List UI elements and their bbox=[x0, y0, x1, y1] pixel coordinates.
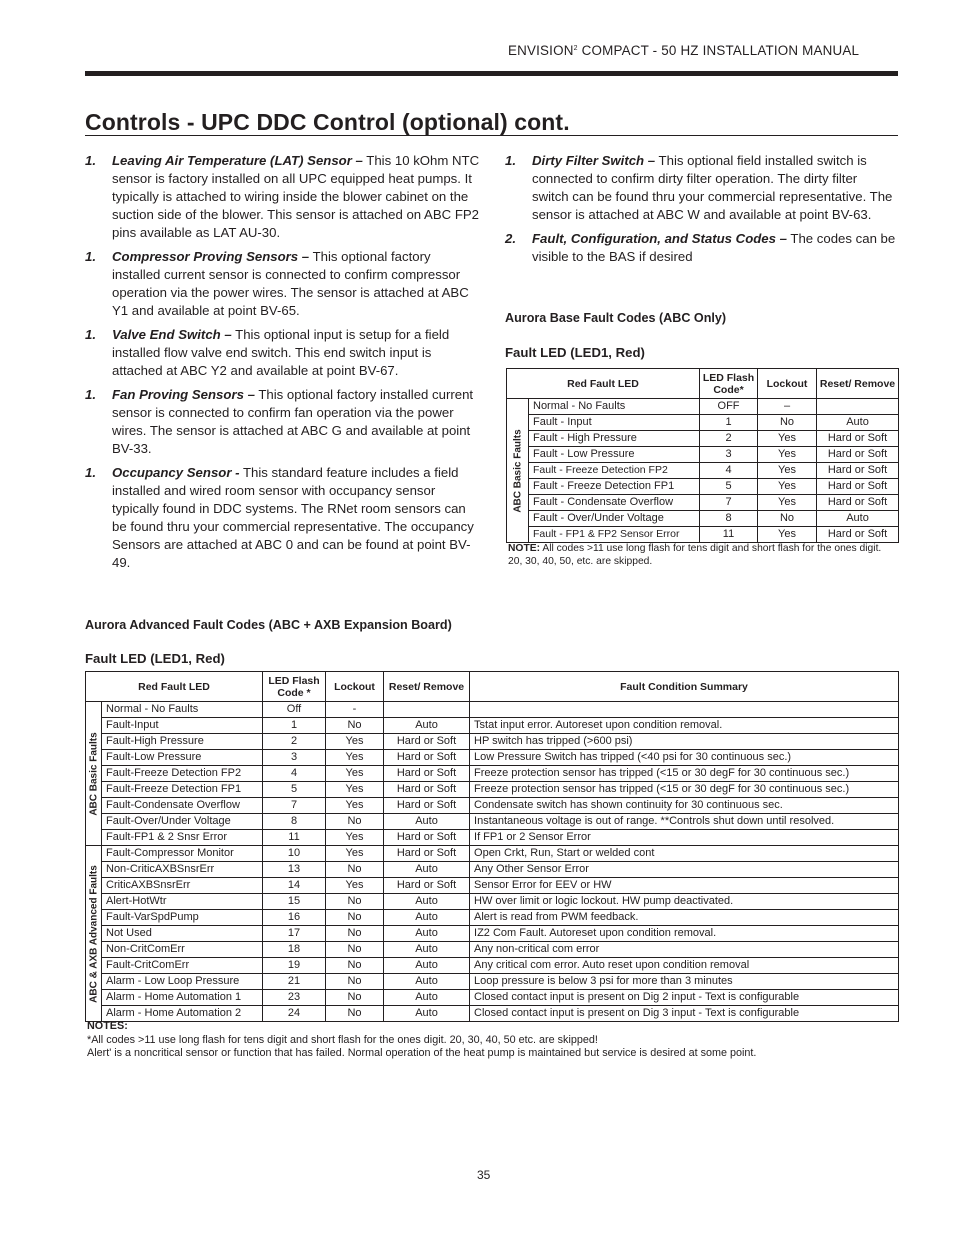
title-rule bbox=[85, 135, 898, 136]
cell-lockout: No bbox=[326, 958, 384, 974]
base-table-heading: Fault LED (LED1, Red) bbox=[505, 345, 645, 360]
cell-reset: Hard or Soft bbox=[817, 527, 899, 543]
cell-code: 16 bbox=[263, 910, 326, 926]
cell-lockout: Yes bbox=[326, 766, 384, 782]
item-text: This 10 kOhm NTC sensor is factory installed on all UPC equipped heat pumps. It typically is attached to wiring inside the blower cabinet on the suction side of the blower. This sensor is attached on ABC FP2 pins available as LAT AU-30. bbox=[112, 153, 480, 240]
item-number: 1. bbox=[85, 387, 96, 402]
left-column bbox=[85, 152, 480, 578]
cell-code: 24 bbox=[263, 1006, 326, 1022]
cell-reset: Auto bbox=[384, 974, 470, 990]
table-row bbox=[86, 750, 899, 766]
cell-code: 23 bbox=[263, 990, 326, 1006]
cell-lockout: Yes bbox=[326, 878, 384, 894]
cell-code: 2 bbox=[700, 431, 758, 447]
cell-lockout: No bbox=[326, 990, 384, 1006]
cell-fault: Non-CriticAXBSnsrErr bbox=[102, 862, 263, 878]
cell-summary: Closed contact input is present on Dig 2 input - Text is configurable bbox=[470, 990, 899, 1006]
cell-summary: Open Crkt, Run, Start or welded cont bbox=[470, 846, 899, 862]
cell-reset: Hard or Soft bbox=[817, 463, 899, 479]
table-row bbox=[507, 463, 899, 479]
cell-summary: Any Other Sensor Error bbox=[470, 862, 899, 878]
cell-summary: Alert is read from PWM feedback. bbox=[470, 910, 899, 926]
cell-reset: Hard or Soft bbox=[384, 734, 470, 750]
header-rule bbox=[85, 71, 898, 76]
group-cell bbox=[86, 702, 102, 846]
cell-summary bbox=[470, 702, 899, 718]
cell-fault: Fault-Over/Under Voltage bbox=[102, 814, 263, 830]
cell-reset: Auto bbox=[384, 894, 470, 910]
cell-reset: Auto bbox=[384, 958, 470, 974]
cell-fault: Fault - Freeze Detection FP1 bbox=[529, 479, 700, 495]
cell-fault: Fault-VarSpdPump bbox=[102, 910, 263, 926]
cell-fault: Normal - No Faults bbox=[102, 702, 263, 718]
cell-reset: Hard or Soft bbox=[817, 479, 899, 495]
item-term: Compressor Proving Sensors – bbox=[112, 249, 310, 264]
cell-code: 4 bbox=[263, 766, 326, 782]
table-row bbox=[507, 415, 899, 431]
col-header-lockout: Lockout bbox=[326, 672, 384, 702]
cell-fault: Fault-High Pressure bbox=[102, 734, 263, 750]
cell-summary: Sensor Error for EEV or HW bbox=[470, 878, 899, 894]
cell-reset: Hard or Soft bbox=[817, 447, 899, 463]
cell-lockout: No bbox=[326, 926, 384, 942]
cell-reset: Hard or Soft bbox=[384, 782, 470, 798]
cell-code: 10 bbox=[263, 846, 326, 862]
table-row bbox=[86, 990, 899, 1006]
item-text: This optional input is setup for a field installed flow valve end switch. This end switch input is attached at ABC Y2 and available at point BV-67. bbox=[112, 327, 450, 378]
cell-fault: Fault-Compressor Monitor bbox=[102, 846, 263, 862]
cell-summary: Tstat input error. Autoreset upon condition removal. bbox=[470, 718, 899, 734]
cell-lockout: Yes bbox=[326, 750, 384, 766]
col-header-fault-led: Red Fault LED bbox=[86, 672, 263, 702]
table-row bbox=[507, 479, 899, 495]
cell-fault: Normal - No Faults bbox=[529, 399, 700, 415]
col-header-fault-led: Red Fault LED bbox=[507, 369, 700, 399]
cell-summary: Condensate switch has shown continuity for 30 continuous sec. bbox=[470, 798, 899, 814]
cell-lockout: No bbox=[758, 511, 817, 527]
manual-superscript: 2 bbox=[573, 45, 578, 52]
table-row bbox=[86, 958, 899, 974]
list-item bbox=[85, 248, 480, 320]
list-item bbox=[85, 152, 480, 242]
cell-fault: Fault-Input bbox=[102, 718, 263, 734]
list-item bbox=[505, 230, 897, 266]
cell-reset: Auto bbox=[384, 862, 470, 878]
cell-reset: Hard or Soft bbox=[384, 750, 470, 766]
item-term: Occupancy Sensor - bbox=[112, 465, 240, 480]
cell-fault: CriticAXBSnsrErr bbox=[102, 878, 263, 894]
cell-fault: Alert-HotWtr bbox=[102, 894, 263, 910]
col-header-reset: Reset/ Remove bbox=[817, 369, 899, 399]
cell-code: 1 bbox=[700, 415, 758, 431]
cell-code: 8 bbox=[700, 511, 758, 527]
advanced-table-heading: Fault LED (LED1, Red) bbox=[85, 651, 225, 666]
cell-lockout: Yes bbox=[758, 447, 817, 463]
cell-code: 2 bbox=[263, 734, 326, 750]
cell-summary: Any non-critical com error bbox=[470, 942, 899, 958]
group-label-abc-basic: ABC Basic Faults bbox=[88, 731, 99, 816]
cell-lockout: Yes bbox=[326, 782, 384, 798]
cell-fault: Fault - FP1 & FP2 Sensor Error bbox=[529, 527, 700, 543]
cell-lockout: Yes bbox=[326, 830, 384, 846]
cell-fault: Fault-Low Pressure bbox=[102, 750, 263, 766]
running-header bbox=[508, 43, 859, 58]
cell-reset: Hard or Soft bbox=[384, 830, 470, 846]
cell-reset: Auto bbox=[384, 1006, 470, 1022]
cell-lockout: – bbox=[758, 399, 817, 415]
base-fault-codes-heading: Aurora Base Fault Codes (ABC Only) bbox=[505, 311, 727, 325]
item-text: This optional field installed switch is connected to confirm dirty filter operation. The dirty filter switch can be found thru your commercial representative. The sensor is attached at ABC W and available at point BV-63. bbox=[532, 153, 893, 222]
cell-reset: Auto bbox=[384, 814, 470, 830]
manual-name: ENVISION bbox=[508, 43, 574, 58]
table-row bbox=[86, 798, 899, 814]
item-number: 2. bbox=[505, 231, 516, 246]
cell-fault: Non-CritComErr bbox=[102, 942, 263, 958]
group-label-abc-basic: ABC Basic Faults bbox=[512, 428, 523, 513]
list-item bbox=[85, 326, 480, 380]
table-row bbox=[86, 894, 899, 910]
cell-summary: If FP1 or 2 Sensor Error bbox=[470, 830, 899, 846]
page-title: Controls - UPC DDC Control (optional) cont. bbox=[85, 109, 570, 135]
item-text: This optional factory installed current sensor is connected to confirm compressor operation via the power wires. The sensor is attached at ABC Y1 and available at point BV-65. bbox=[112, 249, 469, 318]
cell-summary: Instantaneous voltage is out of range. **Controls shut down until resolved. bbox=[470, 814, 899, 830]
cell-fault: Alarm - Home Automation 1 bbox=[102, 990, 263, 1006]
cell-fault: Fault - Over/Under Voltage bbox=[529, 511, 700, 527]
cell-lockout: No bbox=[326, 718, 384, 734]
table-row bbox=[86, 830, 899, 846]
table-row bbox=[86, 814, 899, 830]
cell-lockout: Yes bbox=[758, 495, 817, 511]
manual-title-suffix: COMPACT - 50 HZ INSTALLATION MANUAL bbox=[577, 43, 860, 58]
cell-code: 5 bbox=[700, 479, 758, 495]
cell-reset: Auto bbox=[817, 415, 899, 431]
item-term: Fault, Configuration, and Status Codes – bbox=[532, 231, 787, 246]
cell-reset: Auto bbox=[384, 942, 470, 958]
table-row bbox=[507, 495, 899, 511]
cell-code: 3 bbox=[263, 750, 326, 766]
cell-fault: Alarm - Home Automation 2 bbox=[102, 1006, 263, 1022]
cell-lockout: Yes bbox=[326, 734, 384, 750]
group-label-abc-axb-advanced: ABC & AXB Advanced Faults bbox=[88, 864, 99, 1003]
cell-reset: Auto bbox=[384, 926, 470, 942]
cell-code: 7 bbox=[263, 798, 326, 814]
cell-lockout: Yes bbox=[326, 846, 384, 862]
cell-summary: Low Pressure Switch has tripped (<40 psi for 30 continuous sec.) bbox=[470, 750, 899, 766]
item-text: This optional factory installed current sensor is connected to confirm fan operation via the power wires. The sensor is attached at ABC G and available at point BV-33. bbox=[112, 387, 474, 456]
cell-reset: Hard or Soft bbox=[817, 495, 899, 511]
list-item bbox=[85, 464, 480, 572]
cell-summary: Any critical com error. Auto reset upon condition removal bbox=[470, 958, 899, 974]
cell-reset: Hard or Soft bbox=[817, 431, 899, 447]
cell-reset bbox=[384, 702, 470, 718]
table-row bbox=[86, 782, 899, 798]
group-cell bbox=[86, 846, 102, 1022]
table-row bbox=[86, 766, 899, 782]
cell-code: 11 bbox=[700, 527, 758, 543]
cell-code: 4 bbox=[700, 463, 758, 479]
table-row bbox=[86, 846, 899, 862]
cell-fault: Alarm - Low Loop Pressure bbox=[102, 974, 263, 990]
table-row bbox=[86, 926, 899, 942]
cell-reset: Auto bbox=[384, 990, 470, 1006]
cell-code: 1 bbox=[263, 718, 326, 734]
table-row bbox=[86, 942, 899, 958]
list-item bbox=[85, 386, 480, 458]
cell-lockout: No bbox=[326, 894, 384, 910]
item-number: 1. bbox=[85, 327, 96, 342]
cell-code: Off bbox=[263, 702, 326, 718]
cell-fault: Fault-Condensate Overflow bbox=[102, 798, 263, 814]
table-row bbox=[86, 862, 899, 878]
table-row bbox=[86, 878, 899, 894]
note-line: Alert' is a noncritical sensor or function that has failed. Normal operation of the heat pump is maintained but service is desired at some point. bbox=[87, 1047, 757, 1059]
cell-lockout: No bbox=[326, 814, 384, 830]
cell-code: 17 bbox=[263, 926, 326, 942]
group-cell bbox=[507, 399, 529, 543]
cell-reset: Hard or Soft bbox=[384, 798, 470, 814]
table-row bbox=[86, 910, 899, 926]
cell-summary: IZ2 Com Fault. Autoreset upon condition removal. bbox=[470, 926, 899, 942]
cell-code: 7 bbox=[700, 495, 758, 511]
item-number: 1. bbox=[85, 465, 96, 480]
cell-reset: Hard or Soft bbox=[384, 878, 470, 894]
cell-reset: Auto bbox=[384, 718, 470, 734]
cell-summary: Freeze protection sensor has tripped (<15 or 30 degF for 30 continuous sec.) bbox=[470, 782, 899, 798]
item-term: Dirty Filter Switch – bbox=[532, 153, 656, 168]
item-number: 1. bbox=[505, 153, 516, 168]
cell-lockout: No bbox=[326, 862, 384, 878]
table-header-row bbox=[507, 369, 899, 399]
table-row bbox=[507, 447, 899, 463]
cell-code: 18 bbox=[263, 942, 326, 958]
cell-summary: Loop pressure is below 3 psi for more than 3 minutes bbox=[470, 974, 899, 990]
cell-fault: Fault - Freeze Detection FP2 bbox=[529, 463, 700, 479]
cell-code: 15 bbox=[263, 894, 326, 910]
right-column bbox=[505, 152, 897, 272]
col-header-lockout: Lockout bbox=[758, 369, 817, 399]
item-term: Fan Proving Sensors – bbox=[112, 387, 255, 402]
cell-reset: Auto bbox=[384, 910, 470, 926]
advanced-fault-table bbox=[85, 671, 899, 1022]
advanced-notes bbox=[87, 1020, 897, 1061]
table-row bbox=[507, 431, 899, 447]
cell-summary: Closed contact input is present on Dig 3 input - Text is configurable bbox=[470, 1006, 899, 1022]
item-text: The codes can be visible to the BAS if desired bbox=[532, 231, 896, 264]
table-header-row bbox=[86, 672, 899, 702]
cell-lockout: Yes bbox=[758, 527, 817, 543]
cell-summary: HP switch has tripped (>600 psi) bbox=[470, 734, 899, 750]
cell-lockout: Yes bbox=[758, 463, 817, 479]
cell-code: 13 bbox=[263, 862, 326, 878]
col-header-flash-code: LED Flash Code * bbox=[263, 672, 326, 702]
item-text: This standard feature includes a field installed and wired room sensor with occupancy sensor typically found in DDC systems. The RNet room sensors can be found thru your commercial representative. The occupancy Sensors are attached at ABC 0 and can be found at point BV-49. bbox=[112, 465, 474, 570]
cell-lockout: - bbox=[326, 702, 384, 718]
cell-fault: Fault-FP1 & 2 Snsr Error bbox=[102, 830, 263, 846]
base-table-note bbox=[508, 542, 898, 568]
note-label: NOTE: bbox=[508, 543, 541, 554]
cell-fault: Fault-Freeze Detection FP1 bbox=[102, 782, 263, 798]
table-row bbox=[86, 734, 899, 750]
cell-fault: Fault-CritComErr bbox=[102, 958, 263, 974]
cell-lockout: No bbox=[758, 415, 817, 431]
cell-code: 14 bbox=[263, 878, 326, 894]
cell-fault: Fault - Condensate Overflow bbox=[529, 495, 700, 511]
cell-fault: Fault - Low Pressure bbox=[529, 447, 700, 463]
col-header-reset: Reset/ Remove bbox=[384, 672, 470, 702]
table-row bbox=[507, 527, 899, 543]
page-number: 35 bbox=[477, 1168, 491, 1182]
cell-code: 5 bbox=[263, 782, 326, 798]
col-header-flash-code: LED Flash Code* bbox=[700, 369, 758, 399]
cell-summary: Freeze protection sensor has tripped (<15 or 30 degF for 30 continuous sec.) bbox=[470, 766, 899, 782]
cell-lockout: No bbox=[326, 942, 384, 958]
table-row bbox=[86, 718, 899, 734]
cell-lockout: Yes bbox=[758, 431, 817, 447]
cell-lockout: No bbox=[326, 1006, 384, 1022]
cell-fault: Not Used bbox=[102, 926, 263, 942]
cell-summary: HW over limit or logic lockout. HW pump deactivated. bbox=[470, 894, 899, 910]
item-term: Leaving Air Temperature (LAT) Sensor – bbox=[112, 153, 363, 168]
cell-code: 11 bbox=[263, 830, 326, 846]
item-number: 1. bbox=[85, 249, 96, 264]
cell-code: 21 bbox=[263, 974, 326, 990]
cell-code: 3 bbox=[700, 447, 758, 463]
note-text: All codes >11 use long flash for tens digit and short flash for the ones digit. 20, 30, 40, 50, etc. are skipped. bbox=[508, 543, 882, 567]
advanced-fault-codes-heading: Aurora Advanced Fault Codes (ABC + AXB Expansion Board) bbox=[85, 618, 452, 632]
table-row bbox=[86, 702, 899, 718]
list-item bbox=[505, 152, 897, 224]
cell-lockout: Yes bbox=[758, 479, 817, 495]
notes-label: NOTES: bbox=[87, 1020, 128, 1032]
cell-reset: Auto bbox=[817, 511, 899, 527]
cell-reset: Hard or Soft bbox=[384, 766, 470, 782]
item-term: Valve End Switch – bbox=[112, 327, 232, 342]
cell-fault: Fault - Input bbox=[529, 415, 700, 431]
table-row bbox=[507, 399, 899, 415]
base-fault-table bbox=[506, 368, 899, 543]
cell-fault: Fault - High Pressure bbox=[529, 431, 700, 447]
cell-code: 19 bbox=[263, 958, 326, 974]
cell-lockout: No bbox=[326, 910, 384, 926]
table-row bbox=[86, 974, 899, 990]
cell-lockout: No bbox=[326, 974, 384, 990]
cell-reset bbox=[817, 399, 899, 415]
cell-reset: Hard or Soft bbox=[384, 846, 470, 862]
cell-code: 8 bbox=[263, 814, 326, 830]
cell-fault: Fault-Freeze Detection FP2 bbox=[102, 766, 263, 782]
table-row bbox=[507, 511, 899, 527]
col-header-summary: Fault Condition Summary bbox=[470, 672, 899, 702]
cell-lockout: Yes bbox=[326, 798, 384, 814]
cell-code: OFF bbox=[700, 399, 758, 415]
note-line: *All codes >11 use long flash for tens digit and short flash for the ones digit. 20, 30, 40, 50 etc. are skipped! bbox=[87, 1033, 598, 1046]
item-number: 1. bbox=[85, 153, 96, 168]
